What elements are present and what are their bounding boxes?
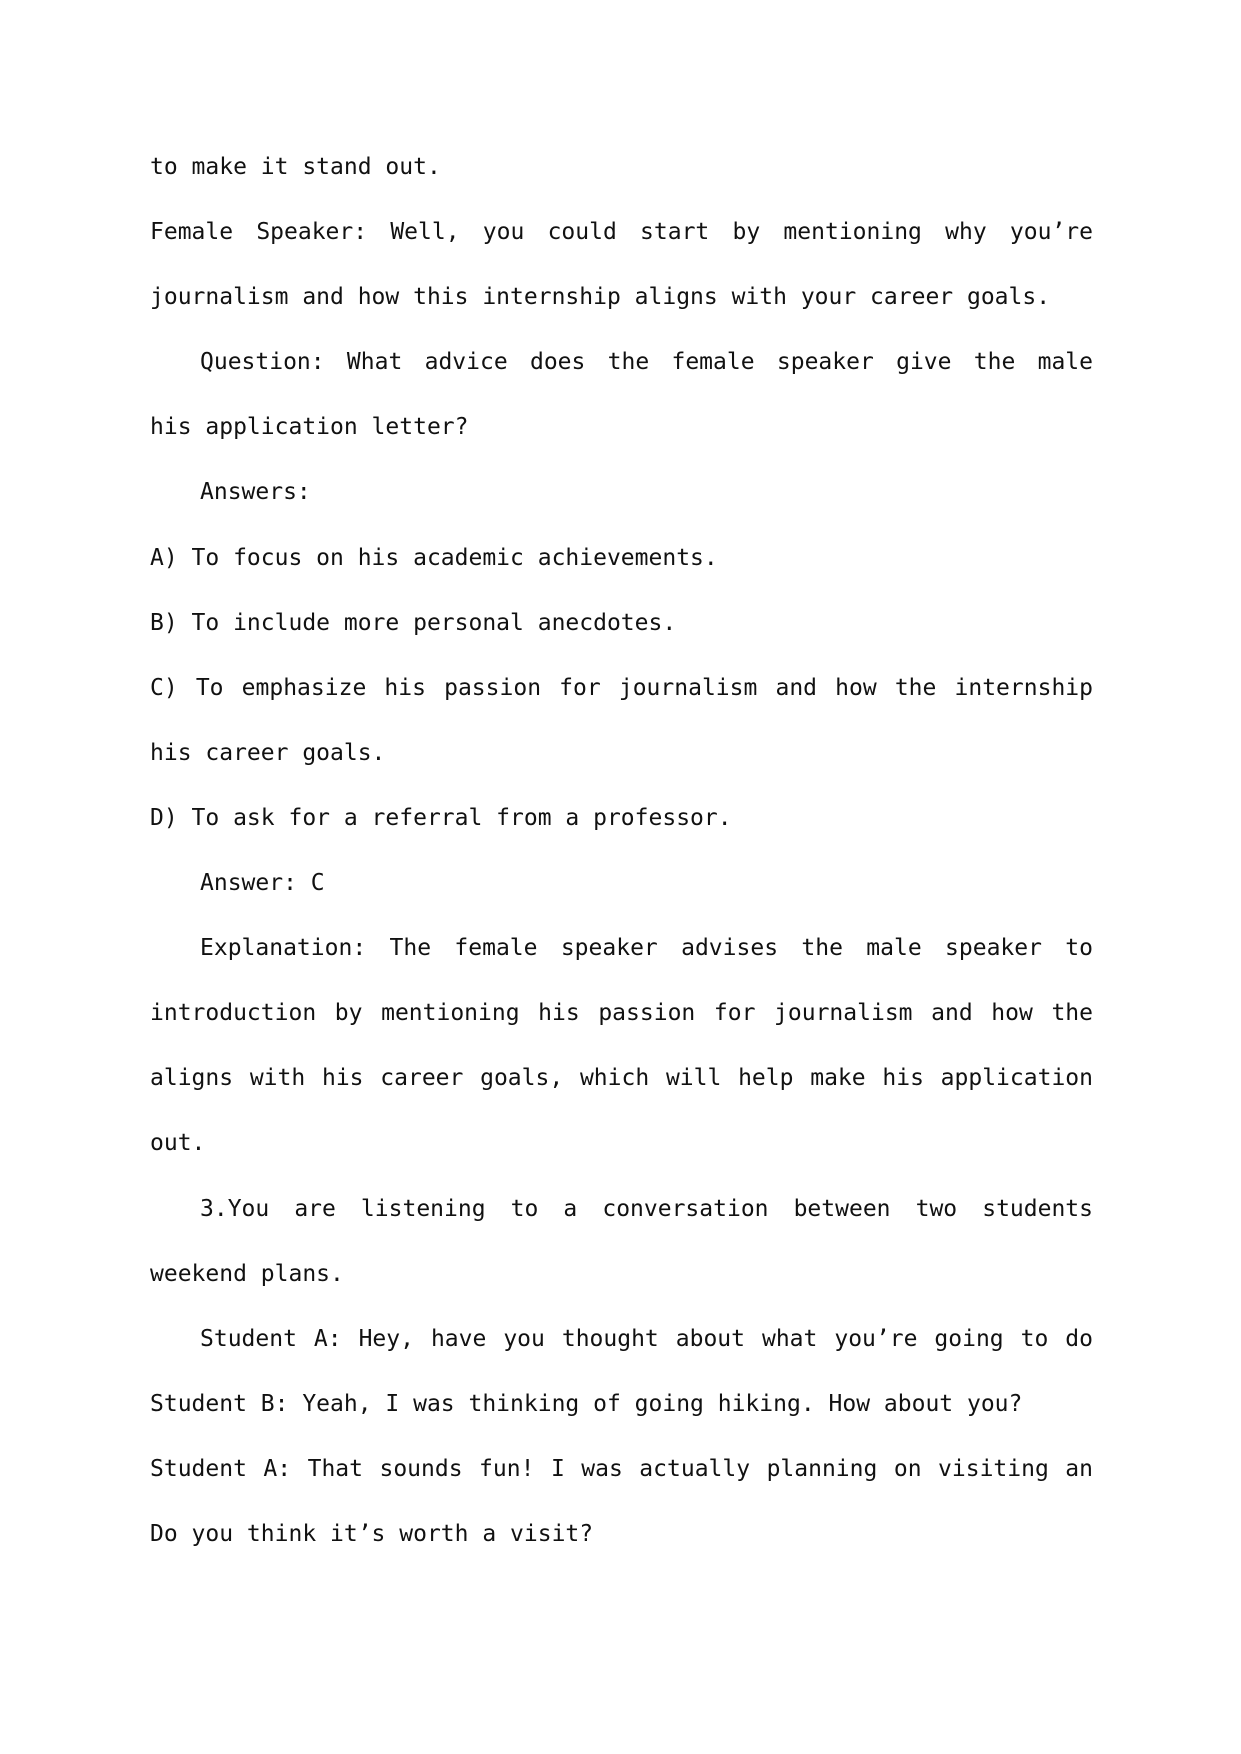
correct-answer: Answer: C [200, 870, 325, 897]
text-line: journalism and how this internship aligns with your career goals. [150, 284, 1051, 311]
dialogue-line: Do you think it’s worth a visit? [150, 1520, 594, 1547]
explanation-line: out. [150, 1130, 206, 1157]
answer-option-b: B) To include more personal anecdotes. [150, 609, 677, 636]
explanation-line: introduction by mentioning his passion for journalism and how the [150, 1000, 1093, 1027]
explanation-line: aligns with his career goals, which will help make his application [150, 1065, 1093, 1092]
answers-heading: Answers: [200, 479, 311, 506]
text-line: to make it stand out. [150, 154, 441, 180]
dialogue-line: Student B: Yeah, I was thinking of going hiking. How about you? [150, 1390, 1023, 1417]
text-line: Female Speaker: Well, you could start by mentioning why you’re [150, 219, 1093, 246]
answer-option-a: A) To focus on his academic achievements. [150, 544, 718, 571]
document-body [150, 135, 1093, 1567]
question-line: Question: What advice does the female speaker give the male [200, 349, 1093, 376]
explanation-line: Explanation: The female speaker advises the male speaker to [200, 935, 1093, 962]
answer-option-c-continued: his career goals. [150, 739, 386, 766]
question-3-intro: weekend plans. [150, 1260, 344, 1287]
dialogue-line: Student A: That sounds fun! I was actually planning on visiting an [150, 1455, 1093, 1482]
question-3-intro: 3.You are listening to a conversation between two students [200, 1195, 1093, 1222]
dialogue-line: Student A: Hey, have you thought about what you’re going to do [200, 1325, 1093, 1352]
text-line: his application letter? [150, 414, 469, 441]
answer-option-d: D) To ask for a referral from a professor. [150, 804, 732, 831]
answer-option-c: C) To emphasize his passion for journalism and how the internship [150, 674, 1093, 701]
